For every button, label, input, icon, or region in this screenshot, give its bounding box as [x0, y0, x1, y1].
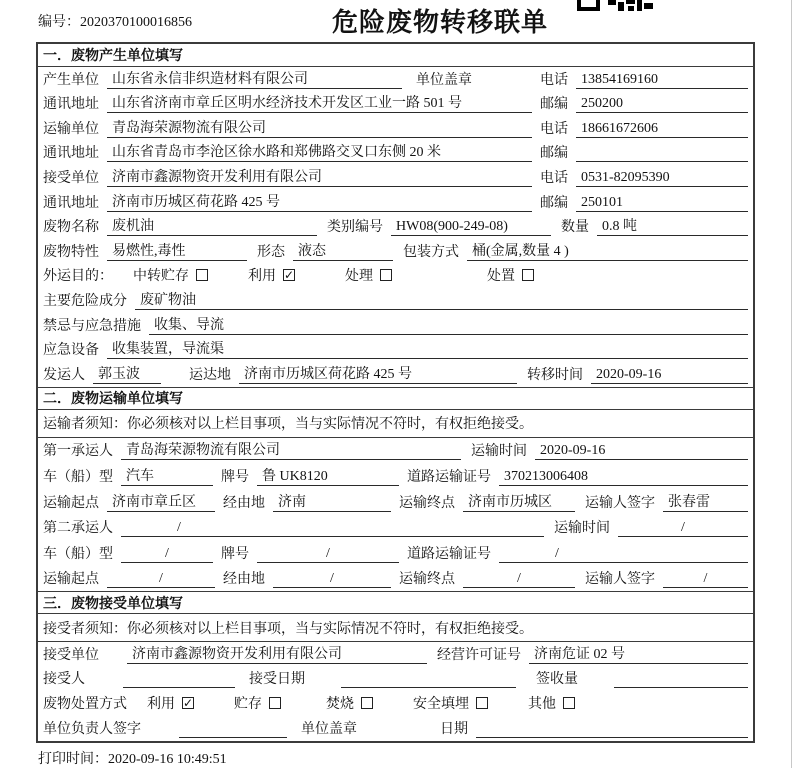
- carrier1-origin-value: 济南市章丘区: [107, 494, 215, 512]
- seal-date-value: [476, 721, 748, 738]
- carrier2-origin-value: /: [107, 570, 215, 588]
- producer-unit-value: 山东省永信非织造材料有限公司: [107, 71, 402, 89]
- vehicle-type-label: 车（船）型: [43, 469, 113, 485]
- disposal-option-other: [528, 693, 575, 713]
- purpose-option-dispose: [487, 265, 534, 285]
- disposal-method-row: [38, 691, 753, 716]
- accept-date-label: 接受日期: [249, 672, 305, 688]
- disposal-option-label: 其他: [528, 697, 556, 713]
- accept-unit-value: 济南市鑫源物资开发利用有限公司: [127, 646, 427, 664]
- carrier1-vehicle-row: [38, 463, 753, 489]
- purpose-option-label: 处置: [487, 269, 515, 285]
- form-number-label: 编号：: [38, 15, 80, 30]
- purpose-option-utilize: [248, 265, 295, 285]
- form-number-value: 2020370100016856: [80, 15, 192, 30]
- purpose-option-treat: [345, 265, 392, 285]
- transporter-unit-value: 青岛海荣源物流有限公司: [107, 120, 532, 138]
- disposal-option-incinerate: [326, 693, 373, 713]
- document-header: [0, 0, 796, 42]
- via-label: 经由地: [223, 495, 265, 511]
- section2-header: 二．废物运输单位填写: [38, 387, 753, 410]
- checkbox-icon: [196, 269, 208, 281]
- receiver-phone-value: 0531-82095390: [576, 169, 748, 187]
- emergency-equipment-value: 收集装置，导流渠: [107, 341, 748, 359]
- carrier2-endpoint-value: /: [463, 570, 575, 588]
- packaging-value: 桶(金属,数量 4 ): [467, 243, 748, 261]
- receiver-phone-label: 电话: [540, 170, 568, 186]
- head-signature-label: 单位负责人签字: [43, 721, 141, 737]
- carrier-signature-label: 运输人签字: [585, 495, 655, 511]
- purpose-option-transfer-storage: [133, 265, 208, 285]
- waste-form-label: 形态: [257, 244, 285, 260]
- manifest-table: [36, 42, 755, 743]
- packaging-label: 包装方式: [403, 244, 459, 260]
- carrier1-label: 第一承运人: [43, 444, 113, 460]
- checkbox-icon: [380, 269, 392, 281]
- waste-name-row: [38, 215, 753, 240]
- producer-phone-value: 13854169160: [576, 71, 748, 89]
- checkbox-icon: [361, 697, 373, 709]
- received-quantity-label: 签收量: [536, 672, 578, 688]
- hazard-component-row: [38, 288, 753, 313]
- waste-name-label: 废物名称: [43, 220, 99, 236]
- business-license-label: 经营许可证号: [437, 647, 521, 663]
- receiver-unit-label: 接受单位: [43, 170, 99, 186]
- carrier1-time-value: 2020-09-16: [535, 442, 748, 460]
- carrier2-vehicle-value: /: [121, 545, 213, 563]
- unit-seal-label: 单位盖章: [416, 72, 472, 88]
- road-license-label: 道路运输证号: [407, 546, 491, 562]
- head-signature-row: [38, 716, 753, 741]
- disposal-option-utilize: [147, 693, 194, 713]
- checkbox-icon: [522, 269, 534, 281]
- transporter-address-label: 通讯地址: [43, 146, 99, 162]
- print-time: [38, 748, 227, 768]
- taboo-measures-row: [38, 313, 753, 338]
- carrier2-time-value: /: [618, 519, 748, 537]
- purpose-option-label: 处理: [345, 269, 373, 285]
- emergency-equipment-label: 应急设备: [43, 343, 99, 359]
- shipper-row: [38, 362, 753, 387]
- disposal-method-label: 废物处置方式: [43, 697, 127, 713]
- producer-zip-label: 邮编: [540, 97, 568, 113]
- quantity-label: 数量: [561, 220, 589, 236]
- transporter-zip-label: 邮编: [540, 146, 568, 162]
- business-license-value: 济南危证 02 号: [529, 646, 748, 664]
- checkbox-icon: [269, 697, 281, 709]
- qr-code-fragment: [577, 0, 653, 16]
- purpose-option-label: 中转贮存: [133, 269, 189, 285]
- via-label: 经由地: [223, 572, 265, 588]
- receiver-row: [38, 165, 753, 190]
- seal-date-label: 日期: [440, 721, 468, 737]
- carrier2-vehicle-row: [38, 540, 753, 566]
- origin-label: 运输起点: [43, 495, 99, 511]
- category-number-value: HW08(900-249-08): [391, 218, 551, 236]
- plate-number-label: 牌号: [221, 469, 249, 485]
- plate-number-label: 牌号: [221, 546, 249, 562]
- quantity-value: 0.8 吨: [597, 218, 748, 236]
- carrier2-route-row: [38, 566, 753, 592]
- taboo-measures-value: 收集、导流: [149, 317, 748, 335]
- section1-header: 一．废物产生单位填写: [38, 44, 753, 67]
- waste-character-value: 易燃性,毒性: [107, 243, 247, 261]
- transporter-phone-value: 18661672606: [576, 120, 748, 138]
- transporter-address-value: 山东省青岛市李沧区徐水路和郑佛路交叉口东侧 20 米: [107, 144, 532, 162]
- received-quantity-value: [614, 671, 748, 688]
- checkbox-checked-icon: ✓: [284, 268, 295, 283]
- shipper-label: 发运人: [43, 367, 85, 383]
- carrier2-value: /: [121, 519, 544, 537]
- receiver-notice: 接受者须知：你必须核对以上栏目事项，当与实际情况不符时，有权拒绝接受。: [38, 614, 753, 642]
- destination-value: 济南市历城区荷花路 425 号: [239, 366, 517, 384]
- producer-zip-value: 250200: [576, 95, 748, 113]
- disposal-option-label: 贮存: [234, 697, 262, 713]
- page-edge-line: [791, 0, 792, 768]
- endpoint-label: 运输终点: [399, 495, 455, 511]
- carrier2-row: [38, 515, 753, 541]
- disposal-option-label: 焚烧: [326, 697, 354, 713]
- carrier1-plate-value: 鲁 UK8120: [257, 468, 399, 486]
- print-time-value: 2020-09-16 10:49:51: [108, 752, 227, 767]
- transporter-zip-value: [576, 145, 748, 162]
- receiver-unit-value: 济南市鑫源物资开发利用有限公司: [107, 169, 532, 187]
- section3-header: 三．废物接受单位填写: [38, 591, 753, 614]
- disposal-option-label: 利用: [147, 697, 175, 713]
- disposal-option-storage: [234, 693, 281, 713]
- producer-row: [38, 67, 753, 92]
- producer-address-value: 山东省济南市章丘区明水经济技术开发区工业一路 501 号: [107, 95, 532, 113]
- form-title: 危险废物转移联单: [331, 7, 548, 37]
- transporter-address-row: [38, 141, 753, 166]
- transporter-phone-label: 电话: [540, 121, 568, 137]
- carrier2-road-license-value: /: [499, 545, 748, 563]
- destination-label: 运达地: [189, 367, 231, 383]
- disposal-option-landfill: [413, 693, 488, 713]
- carrier1-road-license-value: 370213006408: [499, 468, 748, 486]
- transfer-purpose-row: [38, 264, 753, 289]
- carrier2-label: 第二承运人: [43, 521, 113, 537]
- vehicle-type-label: 车（船）型: [43, 546, 113, 562]
- carrier1-vehicle-value: 汽车: [121, 468, 213, 486]
- producer-phone-label: 电话: [540, 72, 568, 88]
- carrier1-via-value: 济南: [273, 494, 391, 512]
- waste-form-value: 液态: [293, 243, 393, 261]
- accept-unit-row: [38, 642, 753, 667]
- origin-label: 运输起点: [43, 572, 99, 588]
- receiver-address-value: 济南市历城区荷花路 425 号: [107, 194, 532, 212]
- receiver-zip-label: 邮编: [540, 195, 568, 211]
- carrier1-route-row: [38, 489, 753, 515]
- carrier2-via-value: /: [273, 570, 391, 588]
- endpoint-label: 运输终点: [399, 572, 455, 588]
- transporter-row: [38, 116, 753, 141]
- waste-character-label: 废物特性: [43, 244, 99, 260]
- carrier1-endpoint-value: 济南市历城区: [463, 494, 575, 512]
- transfer-purpose-label: 外运目的：: [43, 269, 113, 285]
- hazard-component-label: 主要危险成分: [43, 293, 127, 309]
- acceptor-value: [123, 671, 235, 688]
- checkbox-icon: [476, 697, 488, 709]
- accept-unit-label: 接受单位: [43, 647, 99, 663]
- waste-character-row: [38, 239, 753, 264]
- checkbox-icon: [563, 697, 575, 709]
- carrier1-value: 青岛海荣源物流有限公司: [121, 442, 461, 460]
- unit-seal-label: 单位盖章: [301, 721, 357, 737]
- transport-time-label: 运输时间: [554, 521, 610, 537]
- carrier1-row: [38, 438, 753, 464]
- producer-address-row: [38, 92, 753, 117]
- purpose-option-label: 利用: [248, 269, 276, 285]
- print-time-label: 打印时间：: [38, 752, 108, 767]
- transfer-time-value: 2020-09-16: [591, 366, 748, 384]
- shipper-value: 郭玉波: [93, 366, 161, 384]
- disposal-option-label: 安全填埋: [413, 697, 469, 713]
- transfer-time-label: 转移时间: [527, 367, 583, 383]
- receiver-zip-value: 250101: [576, 194, 748, 212]
- carrier2-signature-value: /: [663, 570, 748, 588]
- carrier-signature-label: 运输人签字: [585, 572, 655, 588]
- taboo-measures-label: 禁忌与应急措施: [43, 318, 141, 334]
- producer-unit-label: 产生单位: [43, 72, 99, 88]
- category-number-label: 类别编号: [327, 220, 383, 236]
- acceptor-row: [38, 667, 753, 692]
- carrier1-signature-value: 张春雷: [663, 494, 748, 512]
- transport-time-label: 运输时间: [471, 444, 527, 460]
- accept-date-value: [341, 671, 516, 688]
- hazard-component-value: 废矿物油: [135, 292, 748, 310]
- checkbox-checked-icon: ✓: [183, 696, 194, 711]
- acceptor-label: 接受人: [43, 672, 85, 688]
- receiver-address-row: [38, 190, 753, 215]
- transporter-unit-label: 运输单位: [43, 121, 99, 137]
- producer-address-label: 通讯地址: [43, 97, 99, 113]
- carrier2-plate-value: /: [257, 545, 399, 563]
- road-license-label: 道路运输证号: [407, 469, 491, 485]
- transporter-notice: 运输者须知：你必须核对以上栏目事项，当与实际情况不符时，有权拒绝接受。: [38, 410, 753, 438]
- receiver-address-label: 通讯地址: [43, 195, 99, 211]
- waste-name-value: 废机油: [107, 218, 317, 236]
- emergency-equipment-row: [38, 338, 753, 363]
- head-signature-value: [179, 721, 287, 738]
